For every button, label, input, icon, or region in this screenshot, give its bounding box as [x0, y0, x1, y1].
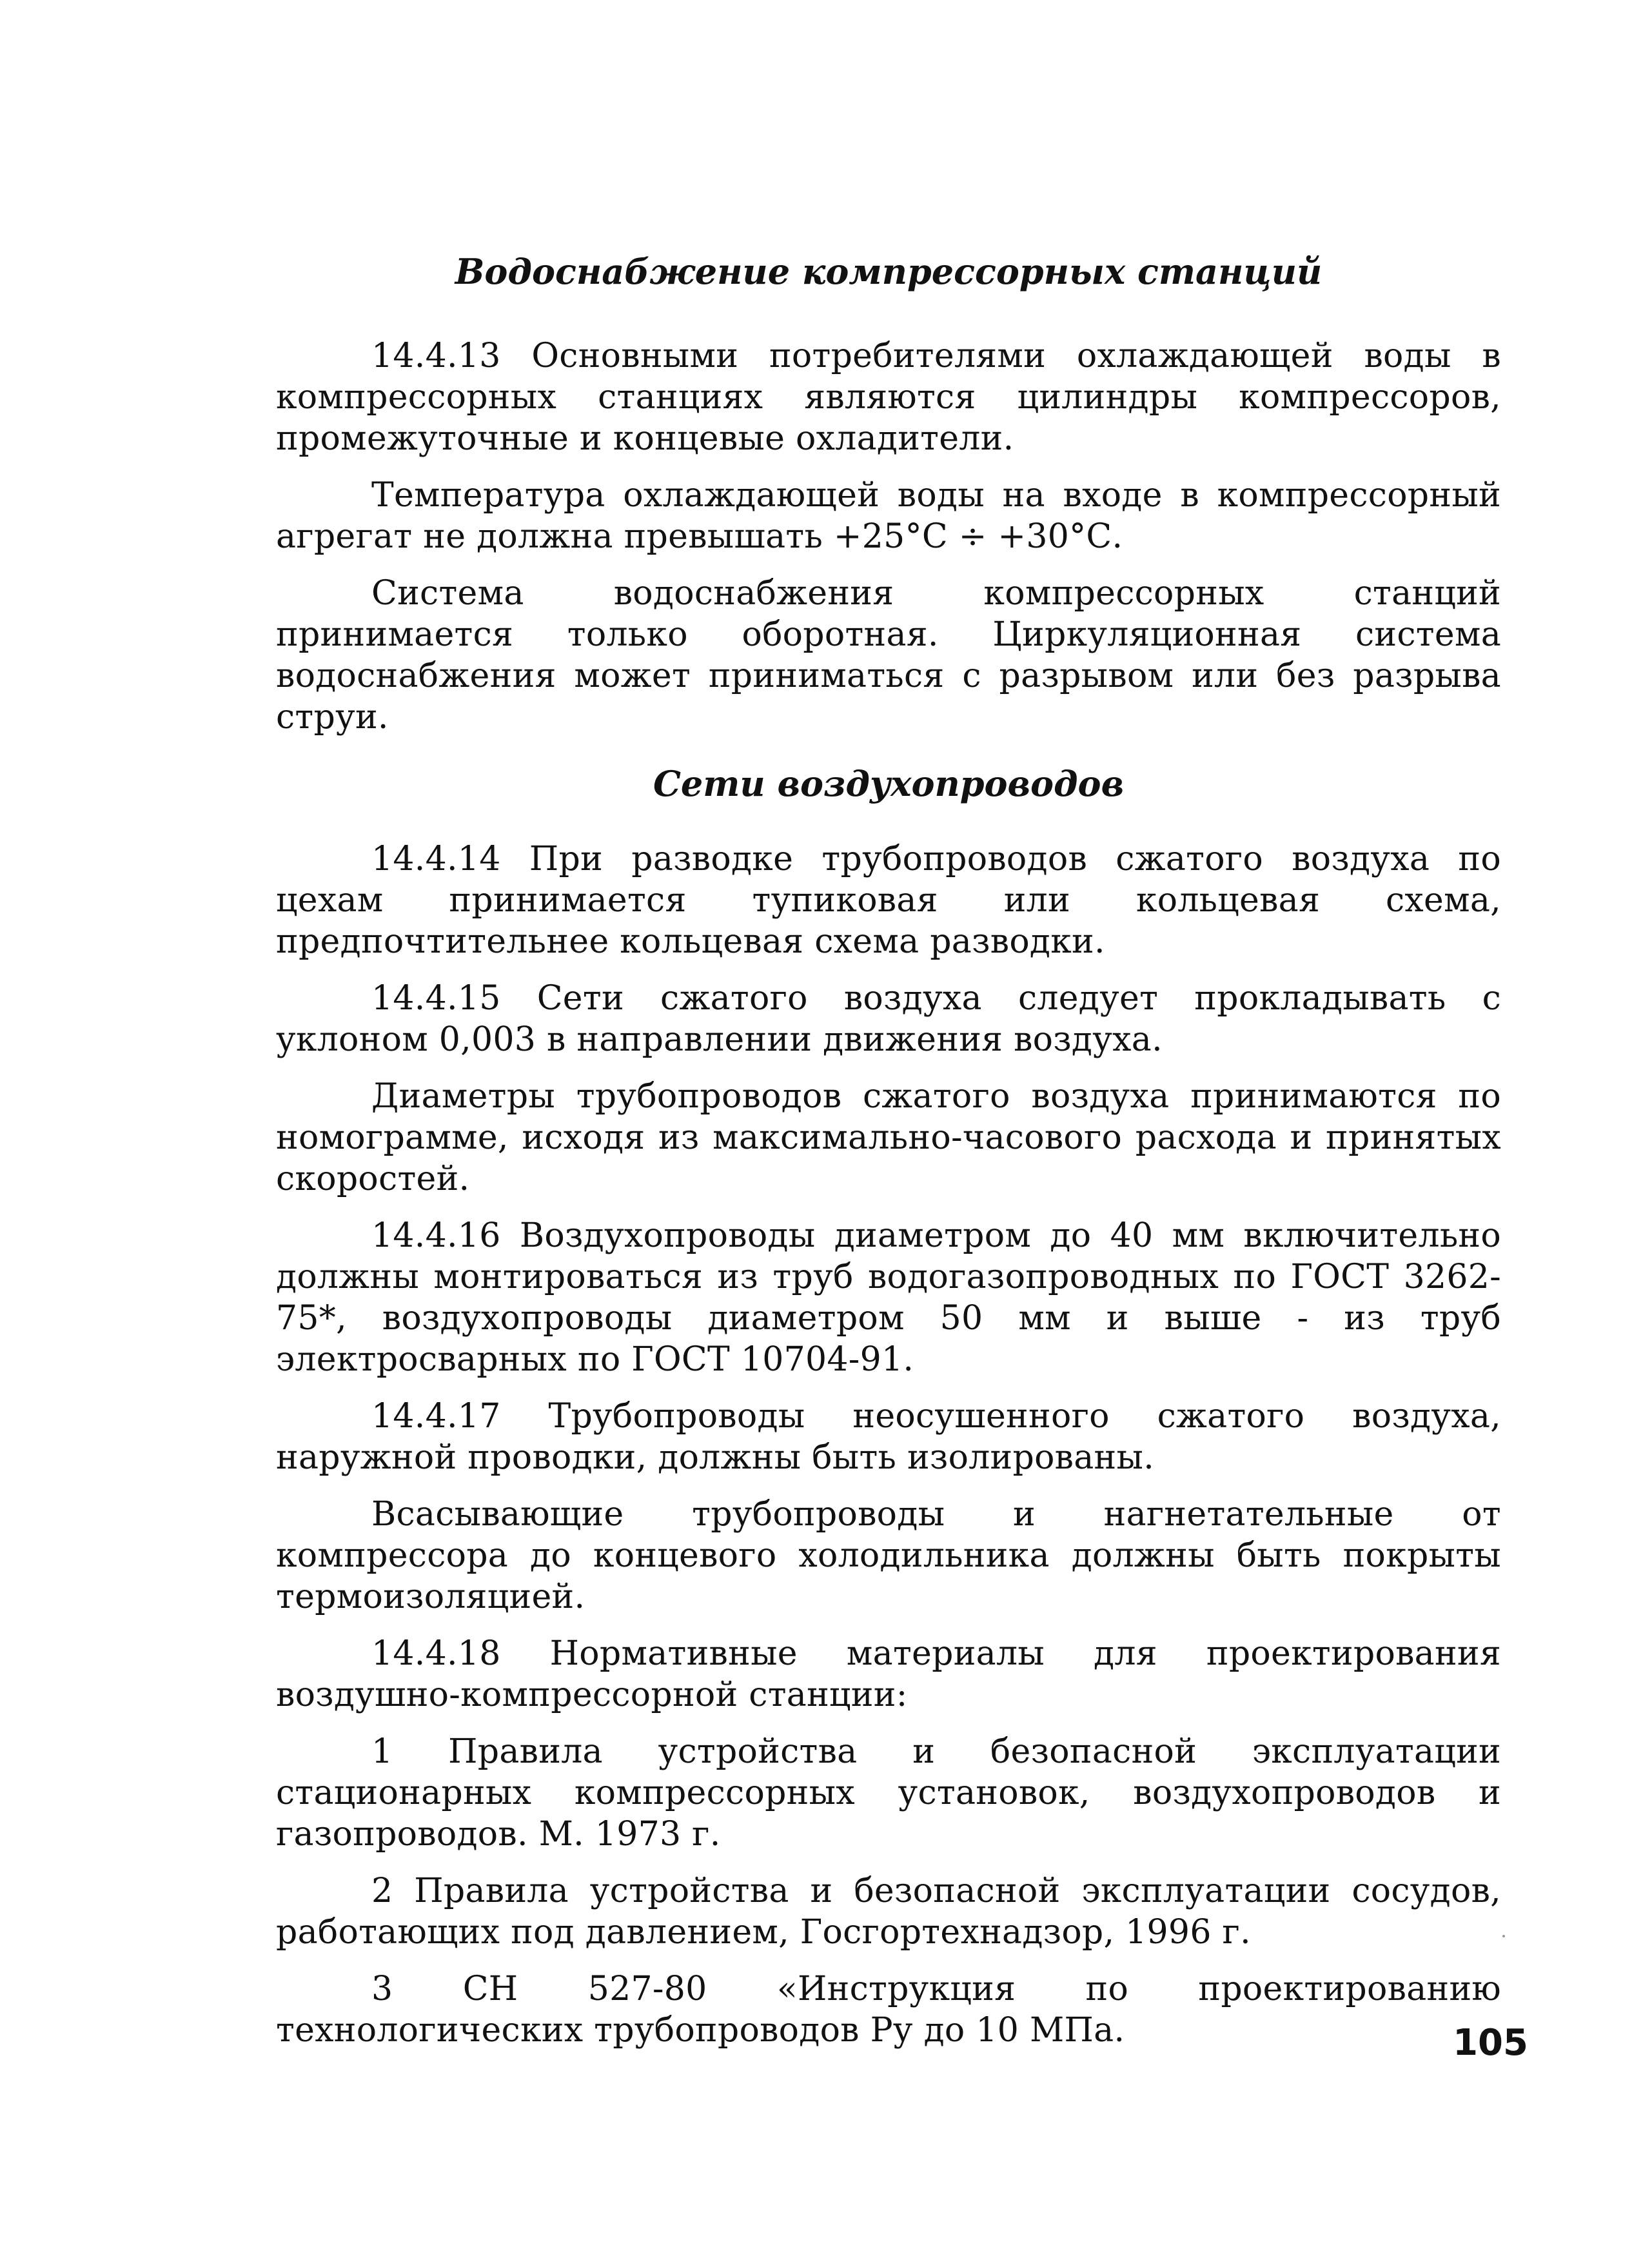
reference-item-3: 3 СН 527-80 «Инструкция по проектированию технологических трубопроводов Ру до 10 МПа.: [276, 1970, 1501, 2050]
page-content: [276, 249, 1501, 2066]
paragraph-14-4-15: 14.4.15 Сети сжатого воздуха следует прокладывать с уклоном 0,003 в направлении движения воздуха.: [276, 979, 1501, 1059]
paragraph-14-4-18: 14.4.18 Нормативные материалы для проектирования воздушно-компрессорной станции:: [276, 1634, 1501, 1714]
section-heading-water-supply: Водоснабжение компрессорных станций: [455, 251, 1323, 292]
reference-item-2: 2 Правила устройства и безопасной эксплуатации сосудов, работающих под давлением, Госгортехнадзор, 1996 г.: [276, 1872, 1501, 1952]
paragraph-suction-pipes: Всасывающие трубопроводы и нагнетательные от компрессора до концевого холодильника должны быть покрыты термоизоляцией.: [276, 1495, 1501, 1616]
paragraph-14-4-17: 14.4.17 Трубопроводы неосушенного сжатого воздуха, наружной проводки, должны быть изолированы.: [276, 1397, 1501, 1477]
paragraph-14-4-13: 14.4.13 Основными потребителями охлаждающей воды в компрессорных станциях являются цилиндры компрессоров, промежуточные и концевые охладители.: [276, 337, 1501, 458]
paragraph-water-temperature: Температура охлаждающей воды на входе в компрессорный агрегат не должна превышать +25°С ÷ +30°С.: [276, 476, 1501, 556]
section-heading-air-networks: Сети воздухопроводов: [653, 763, 1125, 804]
page-number: 105: [1453, 2022, 1528, 2064]
paragraph-14-4-14: 14.4.14 При разводке трубопроводов сжатого воздуха по цехам принимается тупиковая или кольцевая схема, предпочтительнее кольцевая схема разводки.: [276, 840, 1501, 961]
paragraph-pipe-diameters: Диаметры трубопроводов сжатого воздуха принимаются по номограмме, исходя из максимально-часового расхода и принятых скоростей.: [276, 1077, 1501, 1198]
paragraph-water-system: Система водоснабжения компрессорных станций принимается только оборотная. Циркуляционная система водоснабжения может приниматься с разрывом или без разрыва струи.: [276, 574, 1501, 737]
reference-item-1: 1 Правила устройства и безопасной эксплуатации стационарных компрессорных установок, воздухопроводов и газопроводов. М. 1973 г.: [276, 1732, 1501, 1854]
scan-speck: [1502, 1935, 1505, 1937]
paragraph-14-4-16: 14.4.16 Воздухопроводы диаметром до 40 мм включительно должны монтироваться из труб водогазопроводных по ГОСТ 3262-75*, воздухопроводы диаметром 50 мм и выше - из труб электросварных по ГОСТ 10704-91.: [276, 1216, 1501, 1379]
